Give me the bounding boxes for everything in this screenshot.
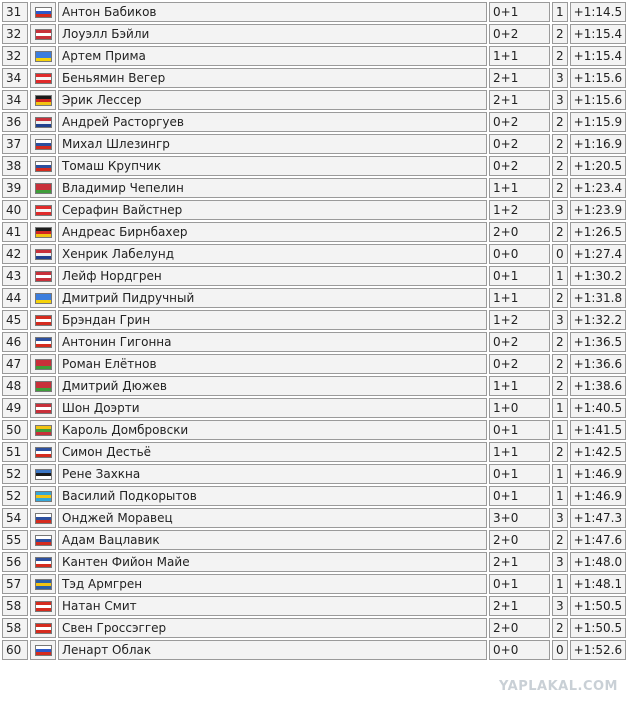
table-row <box>2 46 626 66</box>
table-row <box>2 442 626 462</box>
usa-flag-icon <box>35 271 52 282</box>
russia-flag-icon <box>35 7 52 18</box>
athlete-name-cell: Ленарт Облак <box>58 640 487 660</box>
results-table-body <box>2 2 626 660</box>
czech-flag-icon <box>35 161 52 172</box>
athlete-name-cell: Эрик Лессер <box>58 90 487 110</box>
rank-cell: 38 <box>2 156 28 176</box>
penalties-cell: 1 <box>552 574 568 594</box>
athlete-name-cell: Василий Подкорытов <box>58 486 487 506</box>
belarus-flag-icon <box>35 359 52 370</box>
rank-cell: 57 <box>2 574 28 594</box>
rank-cell: 47 <box>2 354 28 374</box>
penalties-cell: 2 <box>552 178 568 198</box>
penalties-cell: 1 <box>552 464 568 484</box>
athlete-name-cell: Лейф Нордгрен <box>58 266 487 286</box>
time-behind-cell: +1:15.4 <box>570 24 626 44</box>
flag-cell <box>30 134 56 154</box>
penalties-cell: 2 <box>552 46 568 66</box>
athlete-name-cell: Лоуэлл Бэйли <box>58 24 487 44</box>
flag-cell <box>30 266 56 286</box>
flag-cell <box>30 618 56 638</box>
time-behind-cell: +1:48.1 <box>570 574 626 594</box>
flag-cell <box>30 640 56 660</box>
table-row <box>2 112 626 132</box>
time-behind-cell: +1:23.4 <box>570 178 626 198</box>
rank-cell: 48 <box>2 376 28 396</box>
time-behind-cell: +1:52.6 <box>570 640 626 660</box>
time-behind-cell: +1:23.9 <box>570 200 626 220</box>
flag-cell <box>30 552 56 572</box>
rank-cell: 58 <box>2 618 28 638</box>
rank-cell: 37 <box>2 134 28 154</box>
shooting-cell: 0+1 <box>489 2 550 22</box>
table-row <box>2 2 626 22</box>
athlete-name-cell: Дмитрий Пидручный <box>58 288 487 308</box>
shooting-cell: 1+1 <box>489 178 550 198</box>
time-behind-cell: +1:41.5 <box>570 420 626 440</box>
shooting-cell: 1+1 <box>489 288 550 308</box>
rank-cell: 54 <box>2 508 28 528</box>
table-row <box>2 596 626 616</box>
time-behind-cell: +1:15.6 <box>570 90 626 110</box>
penalties-cell: 2 <box>552 156 568 176</box>
table-row <box>2 530 626 550</box>
usa-flag-icon <box>35 403 52 414</box>
athlete-name-cell: Антонин Гигонна <box>58 332 487 352</box>
flag-cell <box>30 486 56 506</box>
rank-cell: 46 <box>2 332 28 352</box>
flag-cell <box>30 420 56 440</box>
table-row <box>2 332 626 352</box>
rank-cell: 52 <box>2 486 28 506</box>
table-row <box>2 266 626 286</box>
rank-cell: 36 <box>2 112 28 132</box>
time-behind-cell: +1:31.8 <box>570 288 626 308</box>
time-behind-cell: +1:27.4 <box>570 244 626 264</box>
table-row <box>2 508 626 528</box>
france-flag-icon <box>35 447 52 458</box>
flag-cell <box>30 596 56 616</box>
rank-cell: 32 <box>2 24 28 44</box>
switzerland-flag-icon <box>35 205 52 216</box>
athlete-name-cell: Онджей Моравец <box>58 508 487 528</box>
kazakhstan-flag-icon <box>35 491 52 502</box>
penalties-cell: 3 <box>552 200 568 220</box>
athlete-name-cell: Тэд Армгрен <box>58 574 487 594</box>
athlete-name-cell: Андреас Бирнбахер <box>58 222 487 242</box>
flag-cell <box>30 112 56 132</box>
time-behind-cell: +1:14.5 <box>570 2 626 22</box>
ukraine-flag-icon <box>35 51 52 62</box>
flag-cell <box>30 2 56 22</box>
shooting-cell: 0+0 <box>489 640 550 660</box>
penalties-cell: 2 <box>552 112 568 132</box>
rank-cell: 34 <box>2 90 28 110</box>
table-row <box>2 200 626 220</box>
time-behind-cell: +1:30.2 <box>570 266 626 286</box>
france-flag-icon <box>35 337 52 348</box>
austria-flag-icon <box>35 623 52 634</box>
shooting-cell: 2+1 <box>489 90 550 110</box>
athlete-name-cell: Адам Вацлавик <box>58 530 487 550</box>
rank-cell: 52 <box>2 464 28 484</box>
time-behind-cell: +1:48.0 <box>570 552 626 572</box>
flag-cell <box>30 288 56 308</box>
time-behind-cell: +1:20.5 <box>570 156 626 176</box>
rank-cell: 41 <box>2 222 28 242</box>
czech-flag-icon <box>35 513 52 524</box>
flag-cell <box>30 376 56 396</box>
athlete-name-cell: Рене Захкна <box>58 464 487 484</box>
flag-cell <box>30 574 56 594</box>
flag-cell <box>30 442 56 462</box>
time-behind-cell: +1:46.9 <box>570 486 626 506</box>
table-row <box>2 222 626 242</box>
athlete-name-cell: Натан Смит <box>58 596 487 616</box>
athlete-name-cell: Роман Елётнов <box>58 354 487 374</box>
athlete-name-cell: Дмитрий Дюжев <box>58 376 487 396</box>
penalties-cell: 3 <box>552 310 568 330</box>
time-behind-cell: +1:38.6 <box>570 376 626 396</box>
shooting-cell: 2+0 <box>489 530 550 550</box>
penalties-cell: 2 <box>552 24 568 44</box>
shooting-cell: 1+0 <box>489 398 550 418</box>
shooting-cell: 3+0 <box>489 508 550 528</box>
shooting-cell: 0+2 <box>489 24 550 44</box>
athlete-name-cell: Михал Шлезингр <box>58 134 487 154</box>
flag-cell <box>30 222 56 242</box>
shooting-cell: 0+2 <box>489 112 550 132</box>
shooting-cell: 2+0 <box>489 618 550 638</box>
flag-cell <box>30 354 56 374</box>
athlete-name-cell: Томаш Крупчик <box>58 156 487 176</box>
athlete-name-cell: Серафин Вайстнер <box>58 200 487 220</box>
flag-cell <box>30 398 56 418</box>
table-row <box>2 464 626 484</box>
norway-flag-icon <box>35 117 52 128</box>
flag-cell <box>30 90 56 110</box>
penalties-cell: 3 <box>552 68 568 88</box>
rank-cell: 58 <box>2 596 28 616</box>
shooting-cell: 2+1 <box>489 68 550 88</box>
time-behind-cell: +1:47.3 <box>570 508 626 528</box>
rank-cell: 56 <box>2 552 28 572</box>
penalties-cell: 0 <box>552 640 568 660</box>
table-row <box>2 420 626 440</box>
shooting-cell: 2+0 <box>489 222 550 242</box>
shooting-cell: 1+1 <box>489 442 550 462</box>
flag-cell <box>30 24 56 44</box>
penalties-cell: 3 <box>552 90 568 110</box>
athlete-name-cell: Свен Гроссэггер <box>58 618 487 638</box>
rank-cell: 45 <box>2 310 28 330</box>
usa-flag-icon <box>35 29 52 40</box>
shooting-cell: 0+0 <box>489 244 550 264</box>
canada-flag-icon <box>35 601 52 612</box>
table-row <box>2 574 626 594</box>
lithuania-flag-icon <box>35 425 52 436</box>
shooting-cell: 0+2 <box>489 156 550 176</box>
rank-cell: 32 <box>2 46 28 66</box>
rank-cell: 31 <box>2 2 28 22</box>
penalties-cell: 1 <box>552 2 568 22</box>
penalties-cell: 2 <box>552 442 568 462</box>
penalties-cell: 3 <box>552 596 568 616</box>
shooting-cell: 0+1 <box>489 574 550 594</box>
shooting-cell: 0+2 <box>489 134 550 154</box>
canada-flag-icon <box>35 315 52 326</box>
shooting-cell: 0+2 <box>489 354 550 374</box>
shooting-cell: 0+1 <box>489 420 550 440</box>
time-behind-cell: +1:40.5 <box>570 398 626 418</box>
table-row <box>2 244 626 264</box>
rank-cell: 43 <box>2 266 28 286</box>
flag-cell <box>30 332 56 352</box>
time-behind-cell: +1:47.6 <box>570 530 626 550</box>
athlete-name-cell: Шон Доэрти <box>58 398 487 418</box>
penalties-cell: 3 <box>552 508 568 528</box>
shooting-cell: 0+1 <box>489 464 550 484</box>
shooting-cell: 0+2 <box>489 332 550 352</box>
penalties-cell: 0 <box>552 244 568 264</box>
athlete-name-cell: Хенрик Лабелунд <box>58 244 487 264</box>
estonia-flag-icon <box>35 469 52 480</box>
switzerland-flag-icon <box>35 73 52 84</box>
athlete-name-cell: Беньямин Вегер <box>58 68 487 88</box>
athlete-name-cell: Кароль Домбровски <box>58 420 487 440</box>
athlete-name-cell: Симон Дестьё <box>58 442 487 462</box>
penalties-cell: 2 <box>552 332 568 352</box>
russia-flag-icon <box>35 645 52 656</box>
czech-flag-icon <box>35 535 52 546</box>
penalties-cell: 2 <box>552 134 568 154</box>
rank-cell: 42 <box>2 244 28 264</box>
penalties-cell: 1 <box>552 486 568 506</box>
france-flag-icon <box>35 557 52 568</box>
table-row <box>2 354 626 374</box>
time-behind-cell: +1:50.5 <box>570 618 626 638</box>
table-row <box>2 178 626 198</box>
rank-cell: 39 <box>2 178 28 198</box>
penalties-cell: 3 <box>552 552 568 572</box>
flag-cell <box>30 46 56 66</box>
table-row <box>2 552 626 572</box>
table-row <box>2 398 626 418</box>
flag-cell <box>30 244 56 264</box>
flag-cell <box>30 178 56 198</box>
table-row <box>2 68 626 88</box>
watermark: YAPLAKAL.COM <box>499 679 618 694</box>
table-row <box>2 640 626 660</box>
time-behind-cell: +1:26.5 <box>570 222 626 242</box>
time-behind-cell: +1:15.4 <box>570 46 626 66</box>
time-behind-cell: +1:15.6 <box>570 68 626 88</box>
rank-cell: 55 <box>2 530 28 550</box>
table-row <box>2 134 626 154</box>
shooting-cell: 2+1 <box>489 596 550 616</box>
athlete-name-cell: Андрей Расторгуев <box>58 112 487 132</box>
table-row <box>2 486 626 506</box>
flag-cell <box>30 68 56 88</box>
penalties-cell: 2 <box>552 530 568 550</box>
time-behind-cell: +1:50.5 <box>570 596 626 616</box>
shooting-cell: 1+1 <box>489 376 550 396</box>
germany-flag-icon <box>35 95 52 106</box>
table-row <box>2 618 626 638</box>
athlete-name-cell: Брэндан Грин <box>58 310 487 330</box>
penalties-cell: 2 <box>552 222 568 242</box>
flag-cell <box>30 464 56 484</box>
rank-cell: 40 <box>2 200 28 220</box>
table-row <box>2 376 626 396</box>
rank-cell: 51 <box>2 442 28 462</box>
table-row <box>2 90 626 110</box>
time-behind-cell: +1:36.6 <box>570 354 626 374</box>
rank-cell: 49 <box>2 398 28 418</box>
penalties-cell: 2 <box>552 376 568 396</box>
table-row <box>2 24 626 44</box>
time-behind-cell: +1:42.5 <box>570 442 626 462</box>
belarus-flag-icon <box>35 183 52 194</box>
flag-cell <box>30 156 56 176</box>
table-row <box>2 310 626 330</box>
czech-flag-icon <box>35 139 52 150</box>
penalties-cell: 1 <box>552 420 568 440</box>
athlete-name-cell: Антон Бабиков <box>58 2 487 22</box>
flag-cell <box>30 310 56 330</box>
belarus-flag-icon <box>35 381 52 392</box>
penalties-cell: 1 <box>552 398 568 418</box>
penalties-cell: 2 <box>552 618 568 638</box>
penalties-cell: 1 <box>552 266 568 286</box>
athlete-name-cell: Артем Прима <box>58 46 487 66</box>
table-row <box>2 156 626 176</box>
rank-cell: 60 <box>2 640 28 660</box>
ukraine-flag-icon <box>35 293 52 304</box>
sweden-flag-icon <box>35 579 52 590</box>
rank-cell: 44 <box>2 288 28 308</box>
flag-cell <box>30 508 56 528</box>
time-behind-cell: +1:16.9 <box>570 134 626 154</box>
germany-flag-icon <box>35 227 52 238</box>
flag-cell <box>30 530 56 550</box>
time-behind-cell: +1:15.9 <box>570 112 626 132</box>
rank-cell: 50 <box>2 420 28 440</box>
flag-cell <box>30 200 56 220</box>
shooting-cell: 1+2 <box>489 200 550 220</box>
shooting-cell: 1+1 <box>489 46 550 66</box>
rank-cell: 34 <box>2 68 28 88</box>
penalties-cell: 2 <box>552 288 568 308</box>
shooting-cell: 1+2 <box>489 310 550 330</box>
norway-flag-icon <box>35 249 52 260</box>
time-behind-cell: +1:32.2 <box>570 310 626 330</box>
shooting-cell: 0+1 <box>489 486 550 506</box>
penalties-cell: 2 <box>552 354 568 374</box>
shooting-cell: 2+1 <box>489 552 550 572</box>
athlete-name-cell: Кантен Фийон Майе <box>58 552 487 572</box>
time-behind-cell: +1:46.9 <box>570 464 626 484</box>
table-row <box>2 288 626 308</box>
time-behind-cell: +1:36.5 <box>570 332 626 352</box>
shooting-cell: 0+1 <box>489 266 550 286</box>
athlete-name-cell: Владимир Чепелин <box>58 178 487 198</box>
